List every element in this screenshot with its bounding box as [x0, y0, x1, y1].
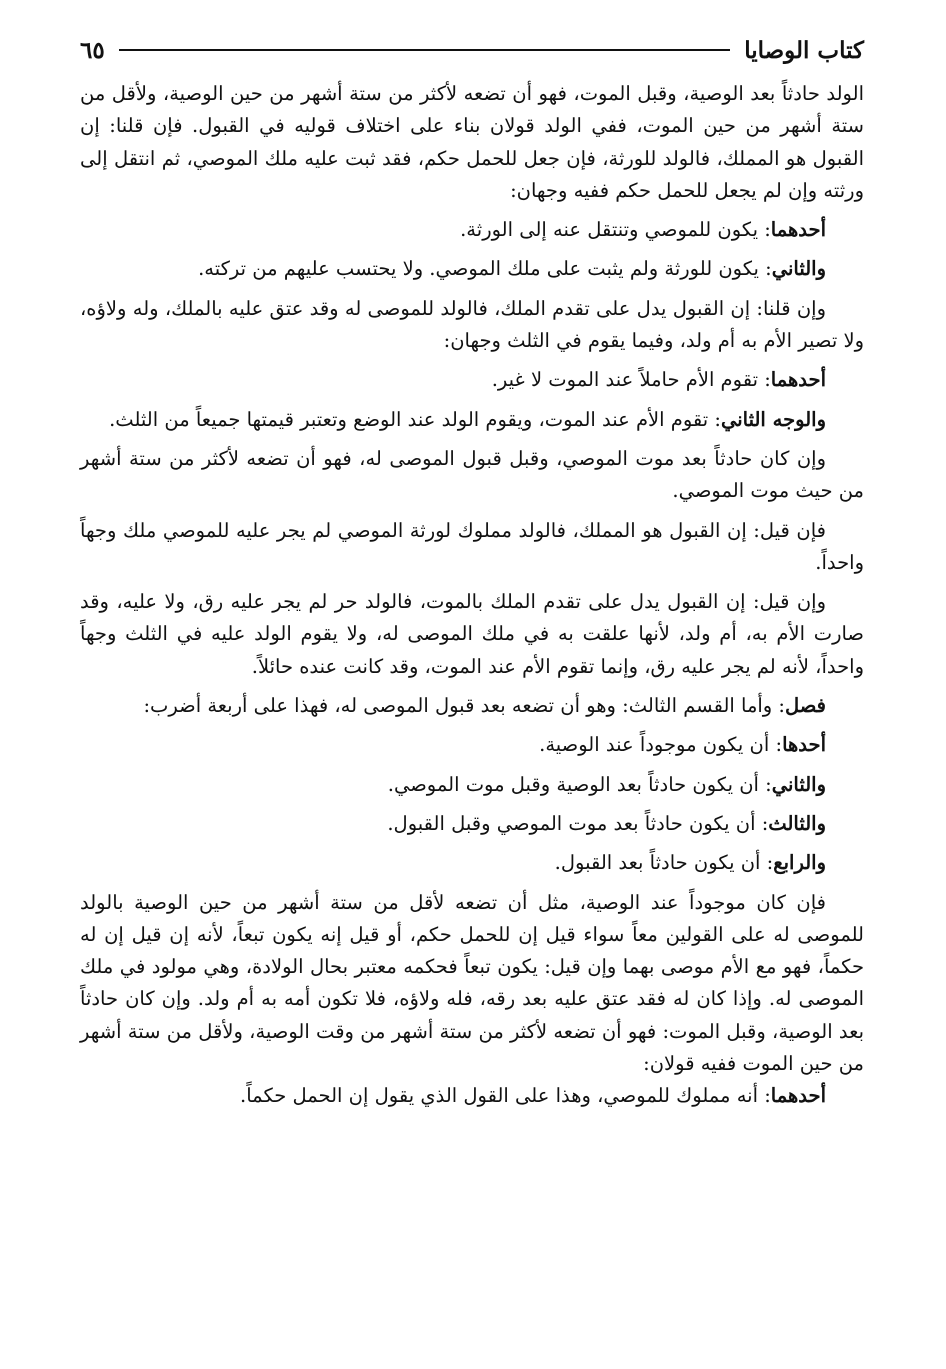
paragraph-lead: فصل: [785, 694, 826, 718]
paragraph-text: : أن يكون حادثاً بعد الوصية وقبل موت الموصي.: [387, 772, 772, 796]
paragraph-lead: أحدها: [782, 733, 826, 757]
page-number: ٦٥: [80, 36, 105, 64]
paragraph-text: : أنه مملوك للموصي، وهذا على القول الذي يقول إن الحمل حكماً.: [240, 1084, 771, 1108]
paragraph-13: [80, 808, 864, 840]
paragraph-11: [80, 729, 864, 761]
paragraph-1: [80, 78, 864, 207]
paragraph-14: [80, 847, 864, 879]
paragraph-8: [80, 515, 864, 580]
paragraph-lead: والثالث: [768, 811, 826, 835]
paragraph-2: [80, 214, 864, 246]
book-page: [80, 28, 864, 1113]
paragraph-5: [80, 364, 864, 396]
paragraph-9: [80, 586, 864, 683]
paragraph-4: [80, 293, 864, 358]
paragraph-text: فإن قيل: إن القبول هو المملك، فالولد مملوك لورثة الموصي لم يجر عليه للموصي ملك وجهاً واحداً.: [80, 518, 864, 574]
paragraph-6: [80, 404, 864, 436]
page-body: [80, 78, 864, 1113]
paragraph-text: فإن كان موجوداً عند الوصية، مثل أن تضعه لأقل من ستة أشهر من حين الوصية بالولد للموصى له على القولين معاً سواء قيل إن للحمل حكم، أو قيل إنه يكون تبعاً، لأنه إن قيل إن له حكماً، فهو مع الأم موصى بهما وإن قيل: يكون تبعاً فحكمه معتبر بحال الولادة، وهي مولود في ملك الموصى له. وإذا كان له فقد عتق عليه بعد رقه، فله ولاؤه، فلا تكون أمه به أم ولد. وإن كان حادثاً بعد الوصية، وقبل الموت: فهو أن تضعه لأكثر من ستة أشهر من وقت الوصية، ولأقل من ستة أشهر من حين الموت ففيه قولان:: [80, 890, 864, 1076]
paragraph-16: [80, 1080, 864, 1112]
paragraph-text: : أن يكون حادثاً بعد موت الموصي وقبل القبول.: [387, 811, 769, 835]
paragraph-text: : يكون للورثة ولم يثبت على ملك الموصي. ولا يحتسب عليهم من تركته.: [198, 257, 772, 281]
paragraph-text: : تقوم الأم حاملاً عند الموت لا غير.: [491, 368, 771, 392]
paragraph-3: [80, 253, 864, 285]
paragraph-lead: والوجه الثاني: [720, 407, 826, 431]
paragraph-text: وإن كان حادثاً بعد موت الموصي، وقبل قبول الموصى له، فهو أن تضعه لأكثر من ستة أشهر من حيث موت الموصي.: [80, 446, 864, 503]
running-title: كتاب الوصايا: [744, 36, 864, 64]
running-header: [80, 28, 864, 72]
paragraph-lead: أحدهما: [770, 218, 826, 242]
paragraph-lead: أحدهما: [770, 1084, 826, 1108]
paragraph-text: : أن يكون موجوداً عند الوصية.: [539, 733, 783, 757]
paragraph-text: : أن يكون حادثاً بعد القبول.: [554, 851, 774, 875]
paragraph-lead: والرابع: [773, 851, 826, 875]
paragraph-lead: والثاني: [771, 772, 826, 796]
paragraph-text: : يكون للموصي وتنتقل عنه إلى الورثة.: [460, 218, 771, 242]
paragraph-7: [80, 443, 864, 508]
paragraph-text: : وأما القسم الثالث: وهو أن تضعه بعد قبول الموصى له، فهذا على أربعة أضرب:: [143, 694, 785, 718]
paragraph-text: وإن قيل: إن القبول يدل على تقدم الملك بالموت، فالولد حر لم يجر عليه رق، ولا عليه، وقد صارت الأم به، أم ولد، لأنها علقت به في ملك الموصى له، ولا يقوم الولد عليه في الثلث وجهاً واحداً، لأنه لم يجر عليه رق، وإنما تقوم الأم عند الموت، وقد كانت عنده حائلاً.: [80, 590, 864, 678]
header-rule: [119, 49, 730, 51]
paragraph-10: [80, 690, 864, 722]
paragraph-lead: أحدهما: [770, 368, 826, 392]
paragraph-text: الولد حادثاً بعد الوصية، وقبل الموت، فهو أن تضعه لأكثر من ستة أشهر من حين الوصية، ولأقل من ستة أشهر من حين الموت، ففي الولد قولان بناء على اختلاف قوليه في القبول. فإن قلنا: إن القبول هو المملك، فالولد للورثة، فإن جعل للحمل حكم، فقد ثبت عليه ملك الموصي، ثم انتقل إلى ورثته وإن لم يجعل للحمل حكم ففيه وجهان:: [80, 82, 864, 202]
paragraph-text: وإن قلنا: إن القبول يدل على تقدم الملك، فالولد للموصى له وقد عتق عليه بالملك، وله ولاؤه، ولا تصير الأم به أم ولد، وفيما يقوم في الثلث وجهان:: [80, 296, 864, 353]
paragraph-text: : تقوم الأم عند الموت، ويقوم الولد عند الوضع وتعتبر قيمتها جميعاً من الثلث.: [109, 407, 721, 431]
paragraph-12: [80, 769, 864, 801]
paragraph-15: [80, 887, 864, 1081]
paragraph-lead: والثاني: [771, 257, 826, 281]
